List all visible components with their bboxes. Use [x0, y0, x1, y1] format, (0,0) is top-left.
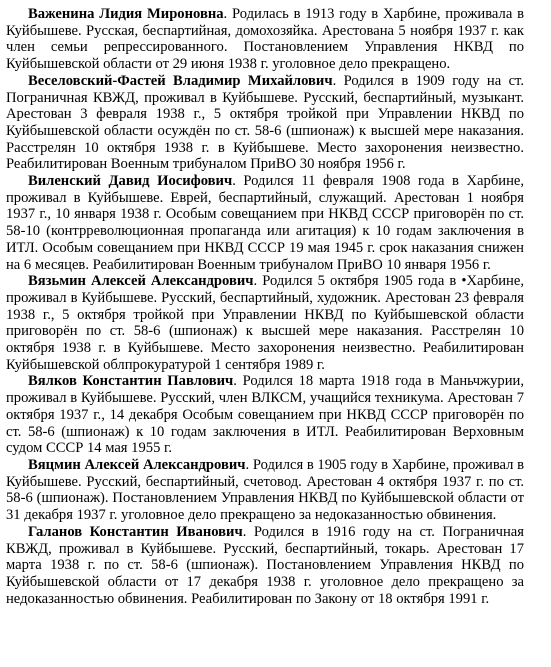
biography-text: . Родился 18 марта 1918 года в Маньчжурии, проживал в Куйбышеве. Русский, член ВЛКСМ, учащийся техникума. Арестован 7 октября 1937 г., 14 декабря Особым совещанием при НКВД СССР приговорён по ст. 58-6 (шпионаж) к 10 годам заключения в ИТЛ. Реабилитирован Верховным судом СССР 14 мая 1955 г. [6, 373, 524, 457]
person-name: Галанов Константин Иванович [28, 523, 243, 540]
biography-entry [6, 373, 524, 457]
person-name: Вяцмин Алексей Александрович [28, 456, 246, 473]
biography-text: . Родился в 1916 году на ст. Пограничная КВЖД, проживал в Куйбышеве. Русский, беспартийный, токарь. Арестован 17 марта 1938 г. по ст. 58-6 (шпионаж). Постановлением Управления НКВД по Куйбышевской области от 17 декабря 1938 г. уголовное дело прекращено за недоказанностью обвинения. Реабилитирован по Закону от 18 октября 1991 г. [6, 523, 524, 607]
person-name: Виленский Давид Иосифович [28, 173, 233, 190]
biography-text: . Родился в 1905 году в Харбине, проживал в Куйбышеве. Русский, беспартийный, счетовод. Арестован 4 октября 1937 г. по ст. 58-6 (шпионаж). Постановлением Управления НКВД по Куйбышевской области от 31 декабря 1937 г. уголовное дело прекращено за недоказанностью обвинения. [6, 456, 524, 524]
biography-entry [6, 273, 524, 373]
biography-entry [6, 73, 524, 173]
person-name: Вялков Константин Павлович [28, 373, 234, 390]
biography-text: . Родилась в 1913 году в Харбине, проживала в Куйбышеве. Русская, беспартийная, домохозяйка. Арестована 5 ноября 1937 г. как член семьи репрессированного. Постановлением Управления НКВД по Куйбышевской области от 29 июня 1938 г. уголовное дело прекращено. [6, 6, 525, 73]
person-name: Веселовский-Фастей Владимир Михайлович [28, 72, 333, 89]
biography-entry [6, 457, 524, 524]
document-page [6, 6, 524, 607]
biography-text: . Родился 5 октября 1905 года в •Харбине, проживал в Куйбышеве. Русский, беспартийный, художник. Арестован 23 февраля 1938 г., 5 октября тройкой при Управлении НКВД по Куйбышевской области приговорён по ст. 58-6 (шпионаж) к высшей мере наказания. Расстрелян 10 октября 1938 г. в Куйбышеве. Место захоронения неизвестно. Реабилитирован Куйбышевской облпрокуратурой 1 сентября 1989 г. [6, 273, 524, 373]
biography-entry [6, 6, 524, 73]
biography-entry [6, 173, 524, 273]
biography-text: . Родился 11 февраля 1908 года в Харбине, проживал в Куйбышеве. Еврей, беспартийный, служащий. Арестован 1 ноября 1937 г., 10 января 1938 г. Особым совещанием при НКВД СССР приговорён по ст. 58-10 (контрреволюционная пропаганда или агитация) к 10 годам заключения в ИТЛ. Особым совещанием при НКВД СССР 19 мая 1945 г. срок наказания снижен на 6 месяцев. Реабилитирован Военным трибуналом ПриВО 10 января 1956 г. [6, 173, 524, 273]
biography-text: . Родился в 1909 году на ст. Пограничная КВЖД, проживал в Куйбышеве. Русский, беспартийный, музыкант. Арестован 3 февраля 1938 г., 5 октября тройкой при Управлении НКВД по Куйбышевской области осуждён по ст. 58-6 (шпионаж) к высшей мере наказания. Расстрелян 10 октября 1938 г. в Куйбышеве. Место захоронения неизвестно. Реабилитирован Военным трибуналом ПриВО 30 ноября 1956 г. [6, 72, 524, 173]
biography-entry [6, 524, 524, 608]
person-name: Важенина Лидия Мироновна [28, 6, 224, 22]
person-name: Вязьмин Алексей Александрович [28, 273, 254, 290]
